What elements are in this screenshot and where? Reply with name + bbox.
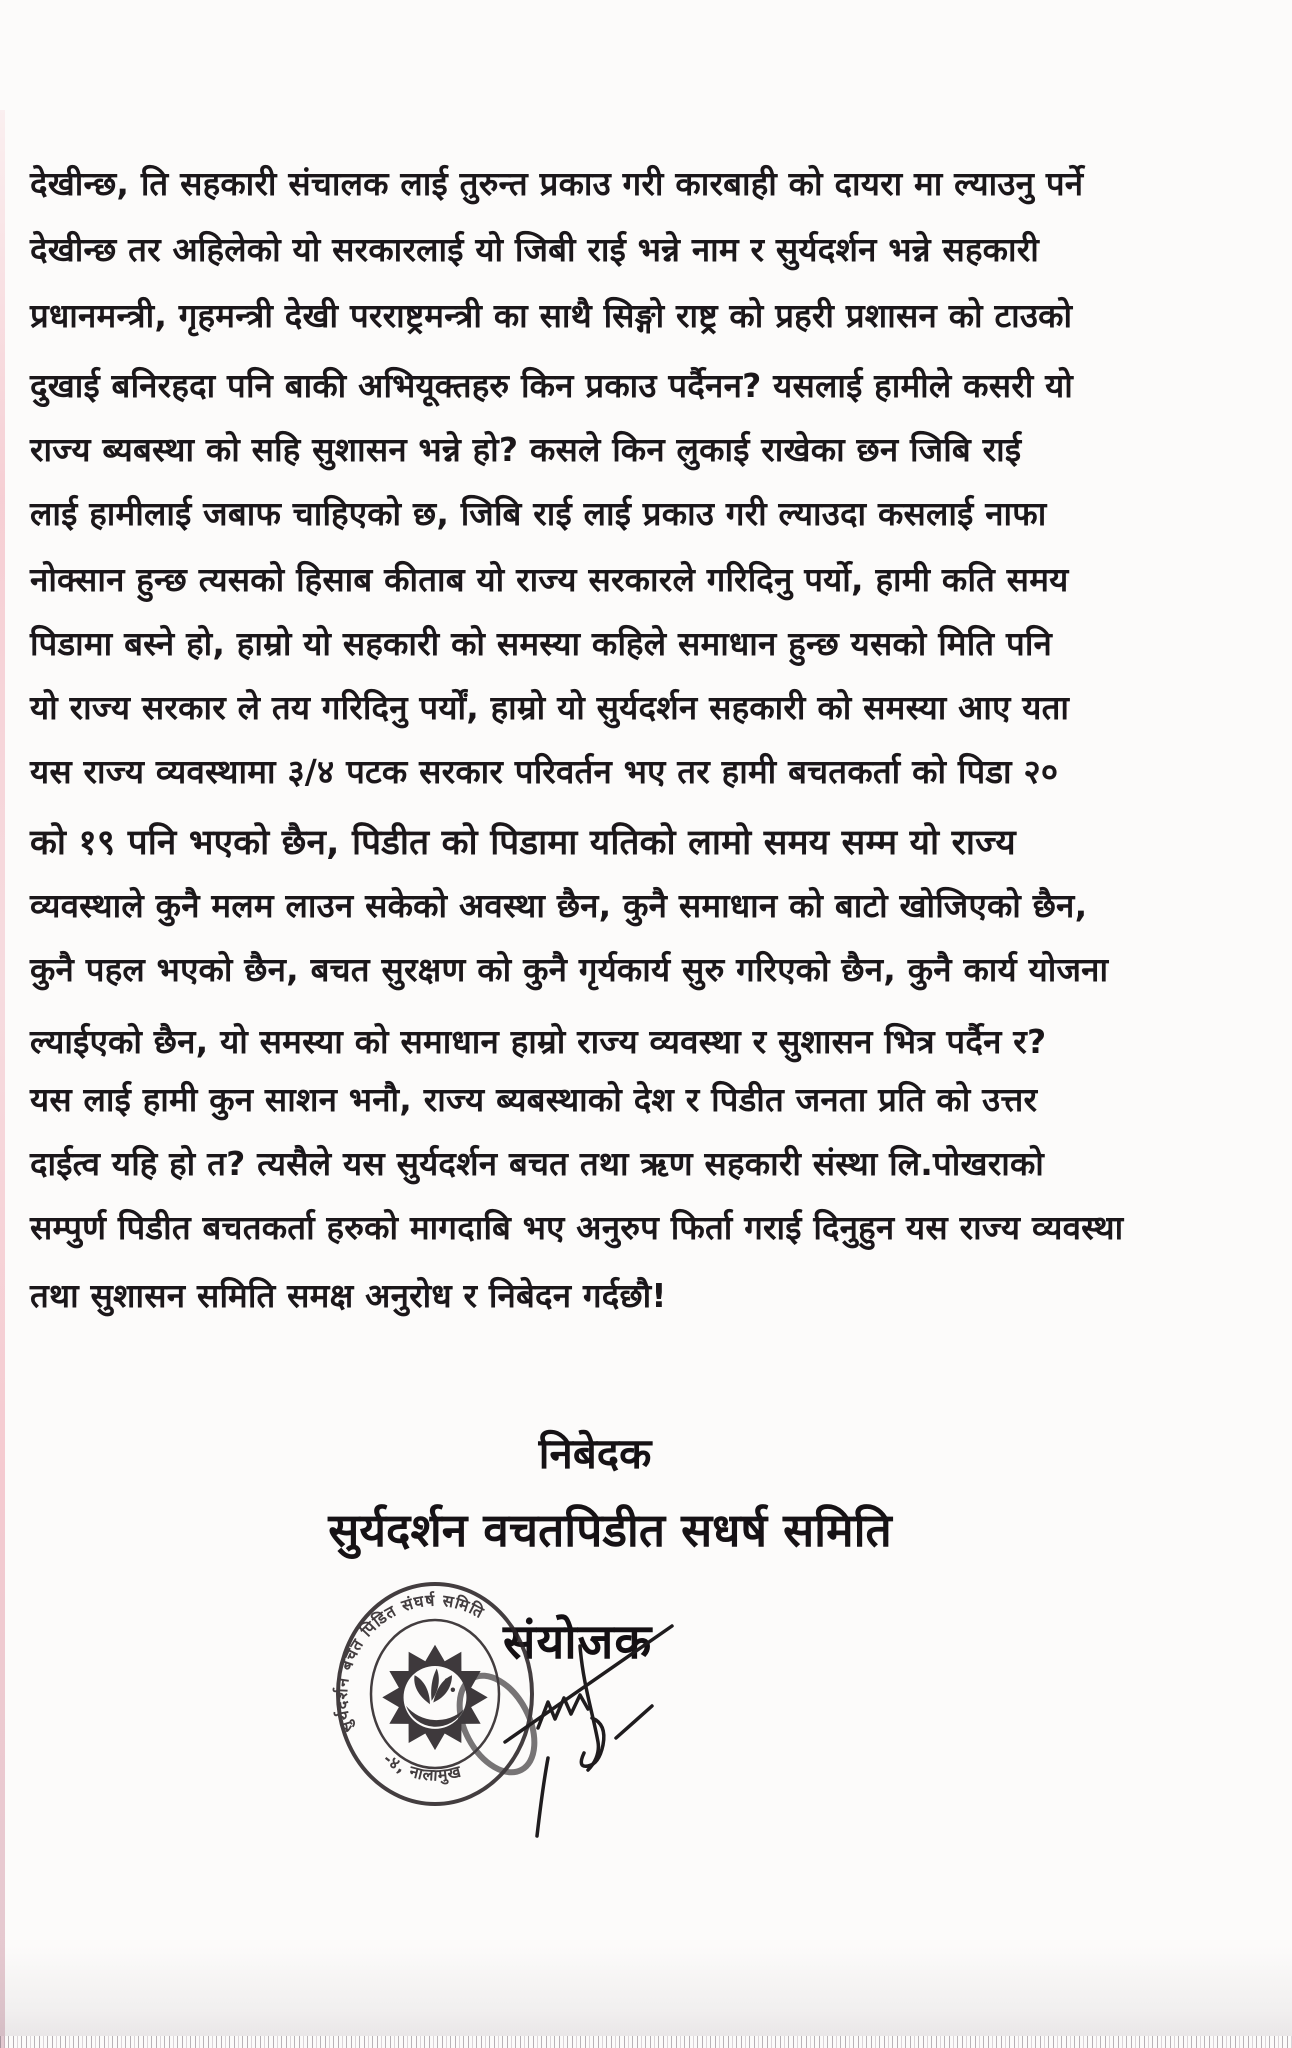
body-line: राज्य ब्यबस्था को सहि सुशासन भन्ने हो? कसले किन लुकाई राखेका छन जिबि राई bbox=[30, 430, 1022, 469]
scan-noise-band bbox=[0, 1946, 1292, 2036]
stamp-rim-bottom-text: -४, नालामुख bbox=[379, 1749, 464, 1785]
committee-name: सुर्यदर्शन वचतपिडीत सधर्ष समिति bbox=[328, 1503, 892, 1557]
body-line: देखीन्छ, ति सहकारी संचालक लाई तुरुन्त प्रकाउ गरी कारबाही को दायरा मा ल्याउनु पर्ने bbox=[30, 164, 1084, 203]
body-line: को १९ पनि भएको छैन, पिडीत को पिडामा यतिको लामो समय सम्म यो राज्य bbox=[30, 823, 1016, 863]
signature-stroke bbox=[580, 1646, 598, 1770]
body-line: यस लाई हामी कुन साशन भनौ, राज्य ब्यबस्थाको देश र पिडीत जनता प्रति को उत्तर bbox=[30, 1080, 1038, 1119]
scan-edge-artifact-left bbox=[0, 110, 5, 2048]
body-line: व्यवस्थाले कुनै मलम लाउन सकेको अवस्था छैन, कुनै समाधान को बाटो खोजिएको छैन, bbox=[30, 886, 1088, 925]
signature-stroke bbox=[505, 1626, 672, 1742]
signature-stroke bbox=[581, 1718, 604, 1766]
body-line: यस राज्य व्यवस्थामा ३/४ पटक सरकार परिवर्तन भए तर हामी बचतकर्ता को पिडा २० bbox=[30, 752, 1059, 791]
body-line: ल्याईएको छैन, यो समस्या को समाधान हाम्रो राज्य व्यवस्था र सुशासन भित्र पर्दैन र? bbox=[30, 1022, 1047, 1061]
body-line: यो राज्य सरकार ले तय गरिदिनु पर्यों, हाम्रो यो सुर्यदर्शन सहकारी को समस्या आए यता bbox=[30, 688, 1070, 727]
svg-text:-४, नालामुख bbox=[380, 1749, 464, 1786]
body-line: नोक्सान हुन्छ त्यसको हिसाब कीताब यो राज्य सरकारले गरिदिनु पर्यो, हामी कति समय bbox=[30, 560, 1069, 599]
body-line: दुखाई बनिरहदा पनि बाकी अभियूक्तहरु किन प्रकाउ पर्दैनन? यसलाई हामीले कसरी यो bbox=[30, 366, 1074, 405]
body-line: पिडामा बस्ने हो, हाम्रो यो सहकारी को समस्या कहिले समाधान हुन्छ यसको मिति पनि bbox=[30, 624, 1052, 663]
signature bbox=[470, 1600, 700, 1880]
convener-role-label: संयोजक bbox=[503, 1614, 653, 1670]
signature-stroke bbox=[538, 1695, 588, 1728]
body-line: प्रधानमन्त्री, गृहमन्त्री देखी परराष्ट्रमन्त्री का साथै सिङ्गो राष्ट्र को प्रहरी प्रशासन को टाउको bbox=[30, 296, 1073, 335]
body-line: सम्पुर्ण पिडीत बचतकर्ता हरुको मागदाबि भए अनुरुप फिर्ता गराई दिनुहुन यस राज्य व्यवस्था bbox=[30, 1208, 1124, 1247]
signature-stroke bbox=[616, 1706, 652, 1738]
body-line: तथा सुशासन समिति समक्ष अनुरोध र निबेदन गर्दछौ! bbox=[30, 1276, 667, 1315]
body-line: देखीन्छ तर अहिलेको यो सरकारलाई यो जिबी राई भन्ने नाम र सुर्यदर्शन भन्ने सहकारी bbox=[30, 230, 1040, 269]
stamp-rim-top-text: सुर्यदर्शन बचत पिडित संघर्ष समिति bbox=[332, 1590, 488, 1736]
closing-heading: निबेदक bbox=[538, 1429, 652, 1478]
signature-stroke bbox=[537, 1758, 548, 1836]
scan-edge-artifact-bottom bbox=[0, 2036, 1292, 2048]
body-line: दाईत्व यहि हो त? त्यसैले यस सुर्यदर्शन बचत तथा ऋण सहकारी संस्था लि.पोखराको bbox=[30, 1144, 1045, 1183]
body-line: कुनै पहल भएको छैन, बचत सुरक्षण को कुनै गृर्यकार्य सुरु गरिएको छैन, कुनै कार्य योजना bbox=[30, 950, 1109, 989]
body-line: लाई हामीलाई जबाफ चाहिएको छ, जिबि राई लाई प्रकाउ गरी ल्याउदा कसलाई नाफा bbox=[30, 494, 1047, 533]
